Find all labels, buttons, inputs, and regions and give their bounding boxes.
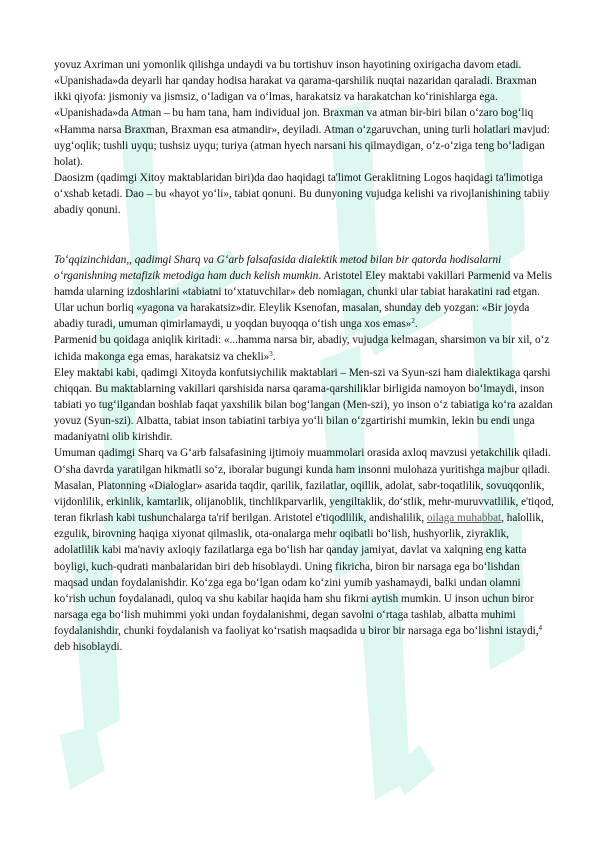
paragraph-upanishada: «Upanishada»da deyarli har qanday hodisa harakat va qarama-qarshilik nuqtai nazaridan qaraladi. Braxman ikki qiyofa: jismoniy va jismsiz, o‘ladigan va o‘lmas, harakatsiz va harakatchan ko‘rinishlarga ega. «Upanishada»da Atman – bu ham tana, ham individual jon. Braxman va atman bir-biri bilan o‘zaro bog‘liq «Hamma narsa Braxman, Braxman esa atmandir», deyiladi. Atman o‘zgaruvchan, uning turli holatlari mavjud: uyg‘oqlik; tushli uyqu; tushsiz uyqu; turiya (atman hyech narsani his qilmaydigan, o‘z-o‘ziga teng bo‘ladigan holat).	[54, 75, 550, 168]
footnote-ref-3[interactable]: 3	[269, 349, 273, 358]
parmenid-text: Parmenid bu qoidaga aniqlik kiritadi: «...hamma narsa bir, abadiy, vujudga kelmagan, sharsimon va bir xil, o‘z ichida makonga ega emas, harakatsiz va chekli»	[54, 334, 550, 363]
paragraph-axriman: yovuz Axriman uni yomonlik qilishga undaydi va bu tortishuv inson hayotining oxirigacha davom etadi.	[54, 59, 522, 71]
paragraph-daosizm: Daosizm (qadimgi Xitoy maktablaridan biri)da dao haqidagi ta'limot Geraklitning Logos haqidagi ta'limotiga o‘xshab ketadi. Dao – bu «hayot yo‘li», tabiat qonuni. Bu dunyoning vujudga kelishi va rivojlanishining tabiiy abadiy qonuni.	[54, 172, 550, 217]
document-body	[54, 57, 554, 655]
paragraph-umuman	[54, 445, 554, 655]
footnote-ref-2[interactable]: 2	[411, 317, 415, 326]
footnote-ref-4[interactable]: 4	[538, 624, 543, 633]
italic-intro: To‘qqizinchidan,, qadimgi Sharq va G‘arb falsafasida dialektik metod bilan bir qatorda hodisalarni o‘rganishning metafizik metodiga ham duch kelish mumkin	[54, 253, 502, 282]
umuman-text-b: , halollik, ezgulik, birovning haqiga xiyonat qilmaslik, ota-onalarga mehr oqibatli bo‘lish, hushyorlik, ziyraklik, adolatlilik kabi ma'naviy axloqiy fazilatlarga ega bo‘lish har qanday jamiyat, davlat va xalqning eng katta boyligi, kuch-qudrati manbalaridan biri deb hisoblaydi. Uning fikricha, biron bir narsaga ega bo‘lishdan maqsad undan foydalanishdir. Ko‘zga ega bo‘lgan odam ko‘zini yumib yashamaydi, balki undan olamni ko‘rish uchun foydalanadi, quloq va shu kabilar haqida ham shu fikrni aytish mumkin. U inson uchun biror narsaga ega bo‘lish muhimmi yoki undan foydalanishmi, degan savolni o‘rtaga tashlab, albatta muhimi foydalanishdir, chunki foydalanish va faoliyat ko‘rsatish maqsadida u biror bir narsaga ega bo‘lishni istaydi,	[54, 512, 544, 638]
paragraph-eley: Eley maktabi kabi, qadimgi Xitoyda konfutsiychilik maktablari – Men-szi va Syun-szi ham dialektikaga qarshi chiqqan. Bu maktablarning vakillari qarshisida narsa qarama-qarshiliklar birligida namoyon bo‘lmaydi, inson tabiati yo tug‘ilgandan boshlab faqat yaxshilik bilan bog‘langan (Men-szi), yo inson o‘z tabiatiga ko‘ra azaldan yovuz (Syun-szi). Albatta, tabiat inson tabiatini tarbiya yo‘li bilan o‘zgartirishi mumkin, lekin bu endi unga madaniyatni olib kirishdir.	[54, 366, 553, 444]
oilaga-muhabbat-link[interactable]: oilaga muhabbat	[426, 512, 502, 525]
section-gap	[54, 219, 554, 252]
aristotel-text: . Aristotel Eley maktabi vakillari Parmenid va Melis hamda ularning izdoshlarini «tabiatni to‘xtatuvchilar» deb nomlagan, chunki ular tabiat harakatini rad etgan. Ular uchun borliq «yagona va harakatsiz»dir. Eleylik Ksenofan, masalan, shunday deb yozgan: «Bir joyda abadiy turadi, umuman qimirlamaydi, u yoqdan buyoqqa o‘tish unga xos emas»	[54, 269, 552, 331]
umuman-text-end: deb hisoblaydi.	[54, 641, 123, 654]
paragraph-parmenid: Parmenid bu qoidaga aniqlik kiritadi: «...hamma narsa bir, abadiy, vujudga kelmagan, sharsimon va bir xil, o‘z ichida makonga ega emas, harakatsiz va chekli»$^3$.	[54, 334, 550, 363]
umuman-text-a: Umuman qadimgi Sharq va G‘arb falsafasining ijtimoiy muammolari orasida axloq mavzusi yetakchilik qiladi. O‘sha davrda yaratilgan hikmatli so‘z, iboralar bugungi kunda ham insonni mulohaza yuritishga majbur qiladi. Masalan, Platonning «Dialoglar» asarida taqdir, qarilik, fazilatlar, oqillik, adolat, sabr-toqatlilik, sovuqqonlik, vijdonlilik, erkinlik, kamtarlik, olijanoblik, tinchlikparvarlik, yengiltaklik, do‘stlik, mehr-muruvvatlilik, e'tiqod, teran fikrlash kabi tushunchalarga ta'rif berilgan. Aristotel e'tiqodlilik, andishalilik,	[54, 447, 554, 525]
paragraph-aristotel: To‘qqizinchidan,, qadimgi Sharq va G‘arb falsafasida dialektik metod bilan bir qatorda hodisalarni o‘rganishning metafizik metodiga ham duch kelish mumkin. Aristotel Eley maktabi vakillari Parmenid va Melis hamda ularning izdoshlarini «tabiatni to‘xtatuvchilar» deb nomlagan, chunki ular tabiat harakatini rad etgan. Ular uchun borliq «yagona va harakatsiz»dir. Eleylik Ksenofan, masalan, shunday deb yozgan: «Bir joyda abadiy turadi, umuman qimirlamaydi, u yoqdan buyoqqa o‘tish unga xos emas»$^2$.	[54, 253, 552, 331]
